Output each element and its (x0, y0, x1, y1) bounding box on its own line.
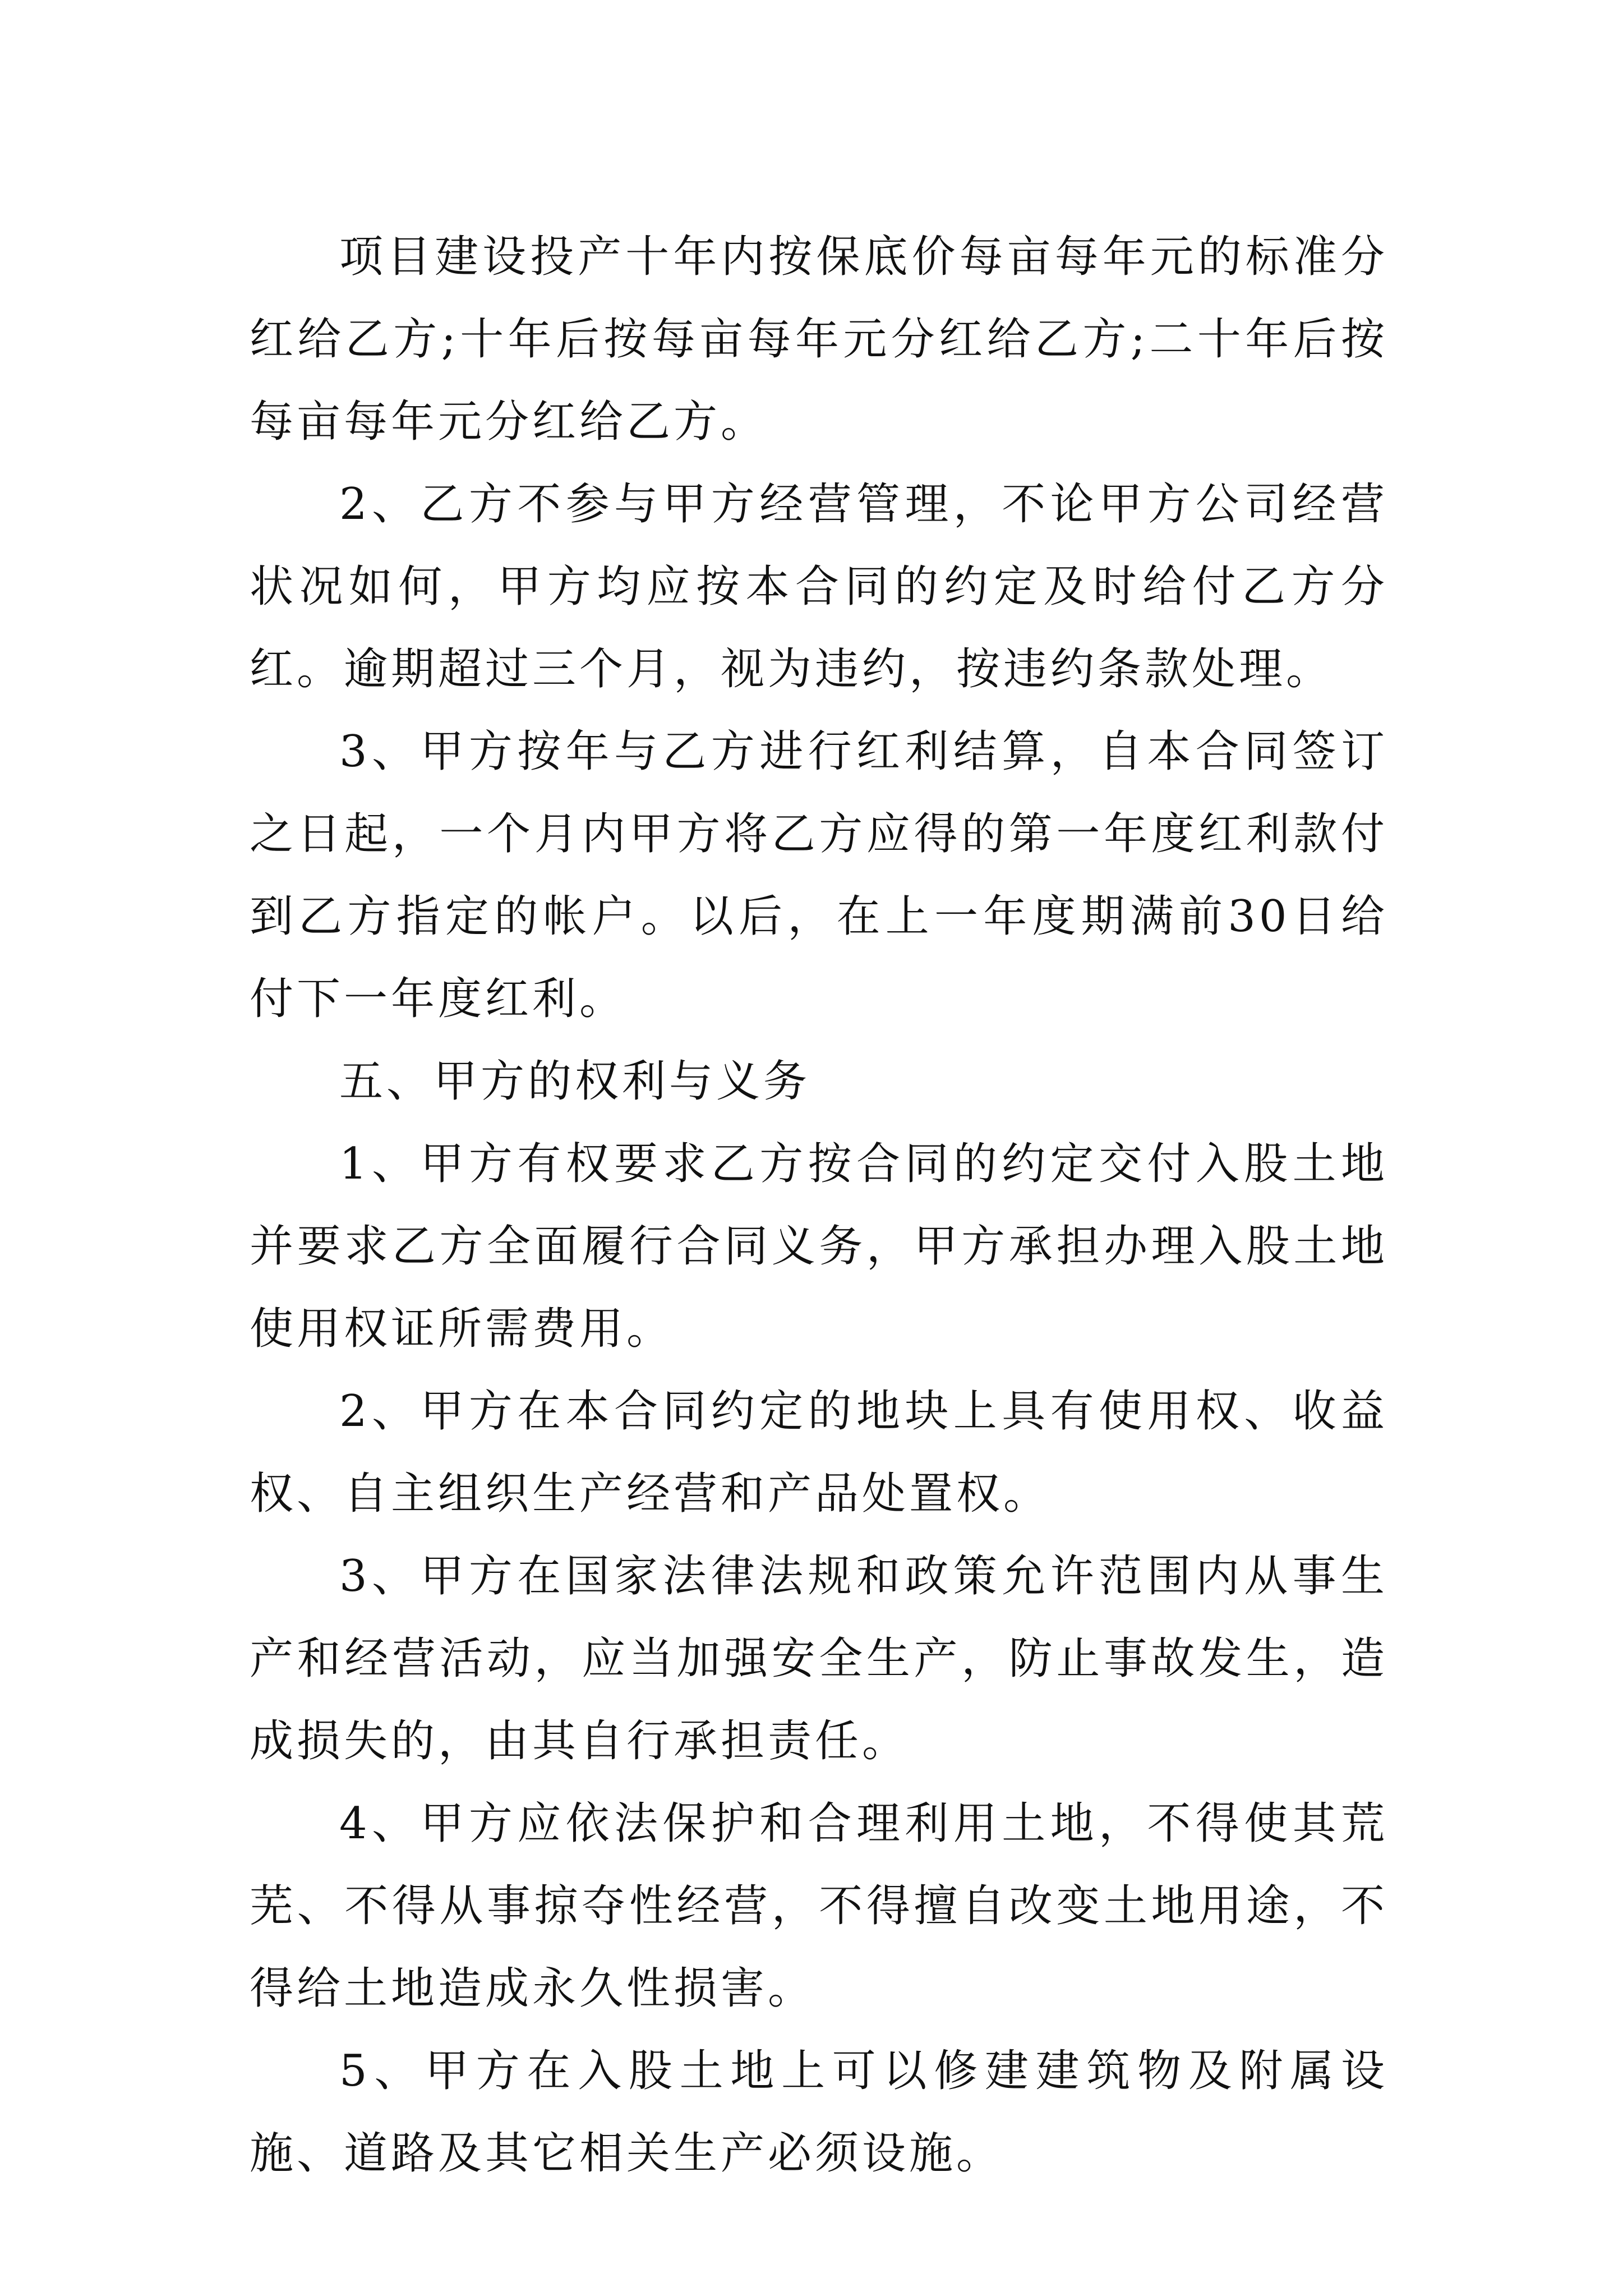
paragraph-dividend-schedule: 项目建设投产十年内按保底价每亩每年元的标准分红给乙方;十年后按每亩每年元分红给乙方;二十年后按每亩每年元分红给乙方。 (250, 232, 1388, 447)
document-body (250, 216, 1388, 2195)
paragraph-rights-2: 2、甲方在本合同约定的地块上具有使用权、收益权、自主组织生产经营和产品处置权。 (250, 1386, 1388, 1519)
paragraph-rights-3: 3、甲方在国家法律法规和政策允许范围内从事生产和经营活动，应当加强安全生产，防止事故发生，造成损失的，由其自行承担责任。 (250, 1551, 1388, 1766)
paragraph-rights-5: 5、甲方在入股土地上可以修建建筑物及附属设施、道路及其它相关生产必须设施。 (250, 2046, 1388, 2179)
section-heading-party-a-rights: 五、甲方的权利与义务 (339, 1056, 811, 1107)
paragraph-clause-3: 3、甲方按年与乙方进行红利结算，自本合同签订之日起，一个月内甲方将乙方应得的第一年度红利款付到乙方指定的帐户。以后，在上一年度期满前30日给付下一年度红利。 (250, 726, 1388, 1024)
paragraph-rights-4: 4、甲方应依法保护和合理利用土地，不得使其荒芜、不得从事掠夺性经营，不得擅自改变土地用途，不得给土地造成永久性损害。 (250, 1798, 1388, 2014)
paragraph-rights-1: 1、甲方有权要求乙方按合同的约定交付入股土地并要求乙方全面履行合同义务，甲方承担办理入股土地使用权证所需费用。 (250, 1139, 1388, 1354)
paragraph-clause-2: 2、乙方不参与甲方经营管理，不论甲方公司经营状况如何，甲方均应按本合同的约定及时给付乙方分红。逾期超过三个月，视为违约，按违约条款处理。 (250, 479, 1388, 694)
